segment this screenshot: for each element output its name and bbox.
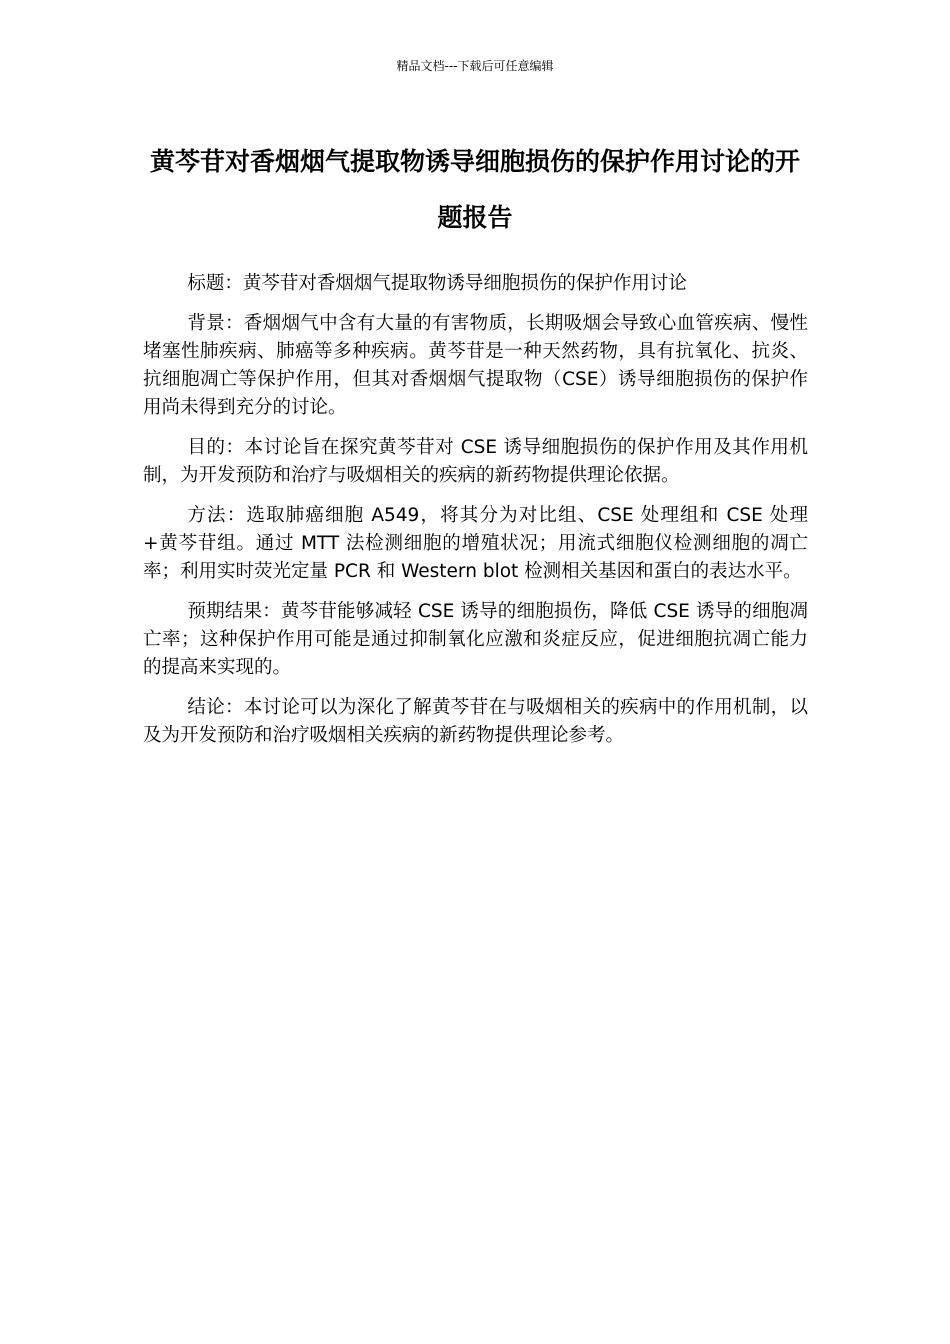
- paragraph-objective: 目的：本讨论旨在探究黄芩苷对 CSE 诱导细胞损伤的保护作用及其作用机制，为开发预防和治疗与吸烟相关的疾病的新药物提供理论依据。: [143, 437, 808, 486]
- document-body: [143, 270, 808, 762]
- paragraph-background: 背景：香烟烟气中含有大量的有害物质，长期吸烟会导致心血管疾病、慢性堵塞性肺疾病、肺癌等多种疾病。黄芩苷是一种天然药物，具有抗氧化、抗炎、抗细胞凋亡等保护作用，但其对香烟烟气提取物（CSE）诱导细胞损伤的保护作用尚未得到充分的讨论。: [143, 313, 808, 418]
- paragraph-expected-results: 预期结果：黄芩苷能够减轻 CSE 诱导的细胞损伤，降低 CSE 诱导的细胞凋亡率；这种保护作用可能是通过抑制氧化应激和炎症反应，促进细胞抗凋亡能力的提高来实现的。: [143, 601, 808, 678]
- paragraph-title: 标题：黄芩苷对香烟烟气提取物诱导细胞损伤的保护作用讨论: [187, 273, 687, 294]
- paragraph-methods: 方法：选取肺癌细胞 A549，将其分为对比组、CSE 处理组和 CSE 处理+黄芩苷组。通过 MTT 法检测细胞的增殖状况；用流式细胞仪检测细胞的凋亡率；利用实时荧光定量 PCR 和 Western blot 检测相关基因和蛋白的表达水平。: [143, 505, 808, 582]
- paragraph-conclusion: 结论：本讨论可以为深化了解黄芩苷在与吸烟相关的疾病中的作用机制，以及为开发预防和治疗吸烟相关疾病的新药物提供理论参考。: [143, 697, 808, 746]
- document-title: 黄芩苷对香烟烟气提取物诱导细胞损伤的保护作用讨论的开题报告: [149, 147, 800, 232]
- page-header: 精品文档---下载后可任意编辑: [396, 59, 554, 73]
